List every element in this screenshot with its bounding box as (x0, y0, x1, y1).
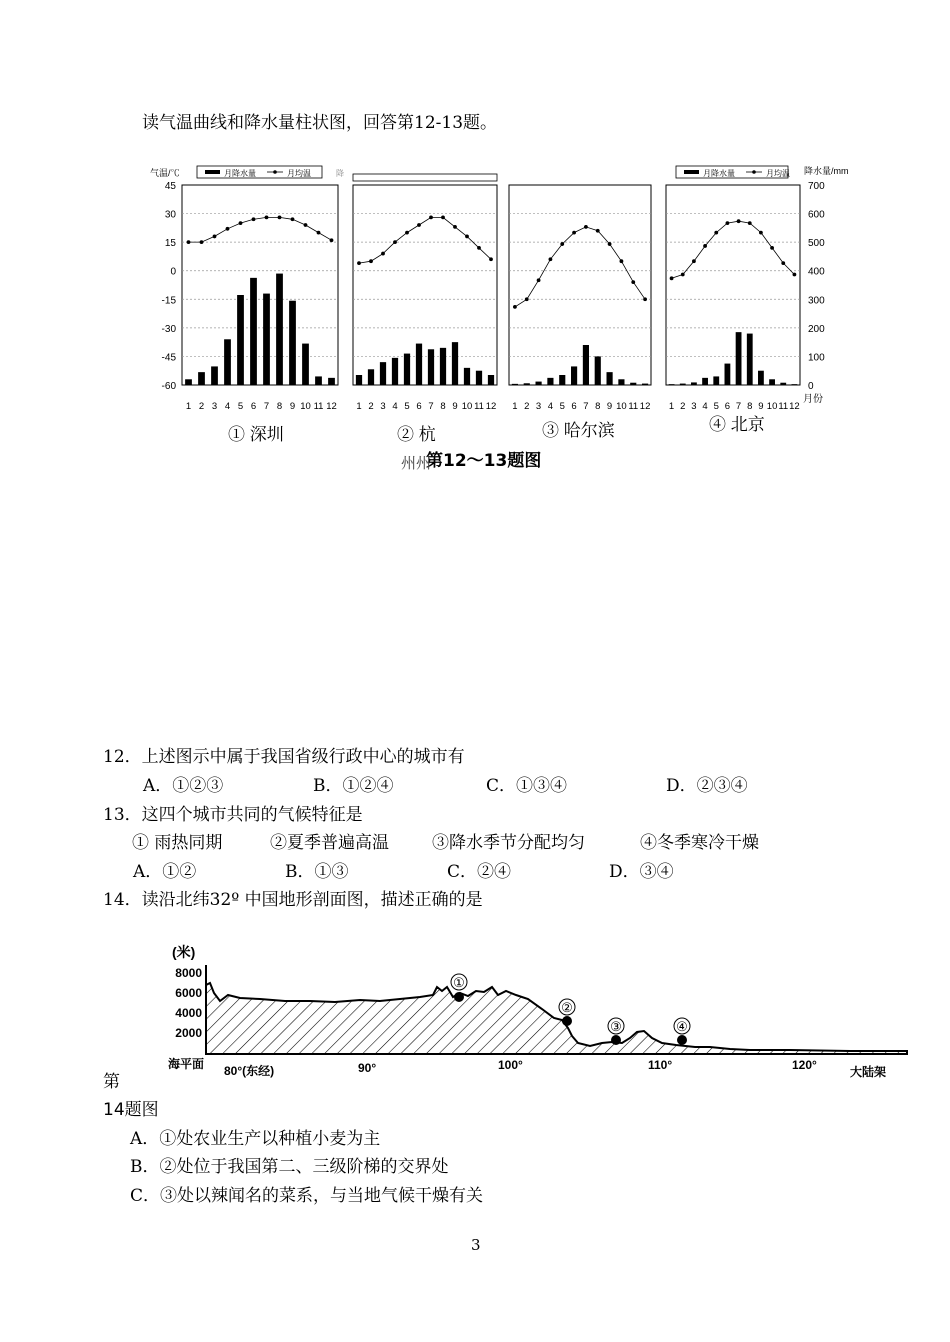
precip-bar (583, 345, 589, 385)
temperature-point (369, 259, 373, 263)
legend-precip-label: 月降水量 (703, 169, 735, 178)
temperature-point (737, 219, 741, 223)
precip-bar (547, 378, 553, 385)
profile-y-tick: 4000 (175, 1006, 202, 1020)
climate-charts-figure (0, 0, 950, 480)
chart-frame (666, 185, 800, 385)
temperature-point (631, 280, 635, 284)
legend-precip-swatch (205, 170, 220, 174)
legend-precip-swatch (684, 170, 699, 174)
precip-bar (250, 278, 257, 385)
marker-4-label: ④ (676, 1019, 688, 1034)
temp-axis-tick: 30 (164, 209, 176, 221)
city-label: ① 深圳 (228, 425, 284, 444)
precip-bar (691, 382, 697, 385)
temperature-point (681, 273, 685, 277)
month-tick-label: 6 (416, 401, 422, 412)
figure1-stray-text: 州州 (401, 454, 432, 472)
month-tick-label: 8 (440, 401, 446, 412)
chart-frame (353, 185, 497, 385)
month-tick-label: 11 (474, 401, 484, 412)
temperature-point (429, 215, 433, 219)
q12-option-b: B．①②④ (313, 776, 394, 796)
legend-temp-label: 月均温 (766, 169, 790, 178)
precip-axis-tick: 700 (808, 181, 825, 192)
precip-bar (464, 368, 470, 385)
legend-stray-mark: 降 (336, 169, 344, 178)
q13-feature-1: ① 雨热同期 (132, 833, 223, 853)
month-tick-label: 4 (702, 401, 708, 412)
precip-bar (476, 371, 482, 385)
temperature-point (381, 252, 385, 256)
temperature-point (291, 217, 295, 221)
month-axis-label: 月份 (803, 394, 823, 405)
q12-option-d: D．②③④ (666, 776, 748, 796)
q13-option-d: D．③④ (609, 862, 674, 882)
month-tick-label: 6 (250, 401, 257, 412)
precip-bar (680, 384, 686, 385)
month-tick-label: 9 (289, 401, 296, 412)
precip-bar (368, 369, 374, 385)
precip-bar (725, 364, 731, 385)
temp-axis-tick: -15 (161, 295, 176, 307)
temperature-point (213, 235, 217, 239)
temperature-point (572, 231, 576, 235)
precip-axis-tick: 300 (808, 295, 825, 307)
profile-x-label-110: 110° (648, 1058, 673, 1072)
month-tick-label: 5 (404, 401, 410, 412)
precip-axis-tick: 100 (808, 352, 825, 364)
temp-axis-label: 气温/℃ (150, 168, 180, 178)
precip-bar (452, 342, 458, 385)
q14-option-b: B．②处位于我国第二、三级阶梯的交界处 (130, 1157, 449, 1177)
precip-bar (792, 384, 798, 385)
month-tick-label: 9 (452, 401, 458, 412)
precip-axis-tick: 600 (808, 209, 825, 221)
month-tick-label: 2 (680, 401, 686, 412)
terrain-profile-area (206, 983, 907, 1054)
temperature-point (226, 227, 230, 231)
precip-axis-tick: 500 (808, 238, 825, 250)
q12-option-a: A．①②③ (143, 776, 224, 796)
precip-bar (356, 375, 362, 385)
temperature-point (304, 223, 308, 227)
temperature-point (537, 278, 541, 282)
precip-bar (769, 379, 775, 385)
month-tick-label: 11 (628, 401, 639, 412)
temperature-point (477, 246, 481, 250)
precip-bar (736, 332, 742, 385)
precip-bar (263, 294, 270, 385)
temperature-point (670, 276, 674, 280)
figure1-caption: 第12～13题图 (426, 451, 542, 471)
precip-bar (642, 384, 648, 385)
month-tick-label: 2 (368, 401, 374, 412)
temp-axis-tick: 45 (164, 181, 176, 192)
temperature-point (770, 246, 774, 250)
q13-stem: 13．这四个城市共同的气候特征是 (103, 805, 363, 825)
q14-stem: 14．读沿北纬32º 中国地形剖面图，描述正确的是 (103, 890, 483, 910)
q13-option-b: B．①③ (285, 862, 349, 882)
legend-temp-dot (752, 170, 756, 174)
month-tick-label: 3 (535, 401, 542, 412)
month-tick-label: 8 (595, 401, 601, 412)
temperature-point (405, 231, 409, 235)
marker-3-dot (611, 1035, 621, 1045)
precip-bar (276, 274, 283, 385)
q14-caption-part1: 第 (103, 1072, 120, 1092)
month-tick-label: 7 (583, 401, 589, 412)
month-tick-label: 4 (224, 401, 231, 412)
month-tick-label: 5 (237, 401, 244, 412)
profile-y-tick: 2000 (175, 1026, 202, 1040)
temperature-point (608, 242, 612, 246)
q14-caption-part2: 14题图 (103, 1100, 159, 1120)
precip-bar (571, 366, 577, 385)
precip-bar (713, 376, 719, 385)
precip-bar (488, 375, 494, 385)
precip-bar (211, 366, 218, 385)
month-tick-label: 10 (766, 401, 778, 412)
climate-charts-group (150, 165, 849, 444)
temperature-point (441, 215, 445, 219)
month-tick-label: 4 (392, 401, 398, 412)
q13-option-a: A．①② (133, 862, 197, 882)
month-tick-label: 10 (300, 401, 311, 412)
marker-2-dot (562, 1016, 572, 1026)
month-tick-label: 3 (380, 401, 386, 412)
month-tick-label: 9 (758, 401, 764, 412)
precip-bar (185, 379, 192, 385)
chart-frame (509, 185, 651, 385)
month-tick-label: 12 (789, 401, 800, 412)
temperature-point (714, 231, 718, 235)
profile-unit-label: (米) (172, 944, 196, 960)
city-label: ② 杭 (397, 425, 436, 444)
temperature-point (726, 221, 730, 225)
temperature-point (793, 273, 797, 277)
precip-bar (758, 371, 764, 385)
month-tick-label: 2 (524, 401, 530, 412)
precip-bar (328, 378, 335, 385)
temperature-point (560, 242, 564, 246)
legend-precip-label: 月降水量 (224, 169, 256, 178)
precip-bar (669, 384, 675, 385)
month-tick-label: 7 (428, 401, 434, 412)
precip-bar (702, 378, 708, 385)
precip-axis-tick: 0 (808, 381, 814, 392)
precip-bar (380, 362, 386, 385)
legend-temp-label: 月均温 (287, 169, 311, 178)
temperature-point (692, 259, 696, 263)
temperature-point (513, 305, 517, 309)
page-number: 3 (471, 1236, 481, 1254)
precip-bar (198, 372, 205, 385)
temp-axis-tick: -45 (161, 352, 176, 364)
temperature-point (489, 257, 493, 261)
precip-bar (315, 376, 322, 385)
month-tick-label: 7 (263, 401, 270, 412)
marker-1-dot (454, 992, 464, 1002)
month-tick-label: 1 (512, 401, 518, 412)
marker-2-label: ② (561, 1000, 573, 1015)
month-tick-label: 7 (735, 401, 742, 412)
temperature-point (187, 240, 191, 244)
month-tick-label: 10 (616, 401, 627, 412)
temperature-point (759, 231, 763, 235)
temperature-point (781, 261, 785, 265)
month-tick-label: 4 (547, 401, 554, 412)
profile-x-label-80: 80°(东经) (224, 1064, 275, 1078)
precip-axis-tick: 200 (808, 323, 825, 335)
precip-bar (289, 301, 296, 385)
month-tick-label: 11 (313, 401, 324, 412)
precip-bar (595, 356, 601, 385)
month-tick-label: 6 (571, 401, 577, 412)
month-tick-label: 1 (185, 401, 192, 412)
temperature-point (525, 297, 529, 301)
month-tick-label: 5 (713, 401, 719, 412)
temperature-point (357, 261, 361, 265)
month-tick-label: 12 (326, 401, 337, 412)
month-tick-label: 3 (211, 401, 218, 412)
month-tick-label: 10 (461, 401, 473, 412)
precip-bar (392, 358, 398, 385)
temperature-point (620, 259, 624, 263)
q12-stem: 12．上述图示中属于我国省级行政中心的城市有 (103, 747, 465, 767)
intro-text: 读气温曲线和降水量柱状图，回答第12-13题。 (142, 113, 498, 133)
profile-x-label-90: 90° (358, 1061, 377, 1075)
precip-bar (559, 375, 565, 385)
shelf-label: 大陆架 (850, 1065, 887, 1079)
temperature-point (265, 215, 269, 219)
city-label: ③ 哈尔滨 (542, 421, 615, 440)
precip-bar (440, 348, 446, 385)
chart-frame (182, 185, 338, 385)
precip-bar (524, 383, 530, 385)
precip-bar (512, 384, 518, 385)
temperature-point (393, 240, 397, 244)
marker-3-label: ③ (610, 1019, 622, 1034)
month-tick-label: 3 (691, 401, 697, 412)
temperature-point (330, 238, 334, 242)
temperature-point (703, 244, 707, 248)
temperature-point (453, 225, 457, 229)
month-tick-label: 11 (778, 401, 789, 412)
q13-feature-2: ②夏季普遍高温 (270, 833, 389, 853)
precip-bar (618, 379, 624, 385)
q12-option-c: C．①③④ (486, 776, 568, 796)
temperature-point (584, 225, 588, 229)
temperature-point (278, 215, 282, 219)
precip-bar (224, 339, 231, 385)
precip-bar (630, 383, 636, 385)
precip-bar (780, 383, 786, 385)
profile-y-tick: 8000 (175, 966, 202, 980)
temperature-point (200, 240, 204, 244)
temp-axis-tick: 0 (170, 266, 176, 278)
q13-feature-3: ③降水季节分配均匀 (432, 833, 585, 853)
month-tick-label: 8 (747, 401, 753, 412)
legend-box-partial (353, 174, 497, 181)
temperature-point (748, 221, 752, 225)
month-tick-label: 1 (668, 401, 675, 412)
temperature-point (239, 221, 243, 225)
precip-axis-tick: 400 (808, 266, 825, 278)
month-tick-label: 5 (559, 401, 565, 412)
marker-1-label: ① (453, 975, 465, 990)
q13-option-c: C．②④ (447, 862, 512, 882)
precip-bar (428, 349, 434, 385)
month-tick-label: 6 (724, 401, 731, 412)
precip-bar (747, 334, 753, 385)
q14-option-a: A．①处农业生产以种植小麦为主 (130, 1129, 381, 1149)
profile-x-label-100: 100° (498, 1058, 523, 1072)
city-label: ④ 北京 (709, 415, 765, 434)
month-tick-label: 2 (198, 401, 205, 412)
precip-bar (536, 382, 542, 385)
temperature-point (465, 235, 469, 239)
temp-axis-tick: 15 (164, 238, 176, 250)
temperature-point (252, 217, 256, 221)
month-tick-label: 12 (485, 401, 497, 412)
sea-level-label: 海平面 (168, 1057, 205, 1071)
temperature-point (417, 223, 421, 227)
profile-y-tick: 6000 (175, 986, 202, 1000)
profile-x-label-120: 120° (792, 1058, 817, 1072)
precip-bar (404, 354, 410, 385)
temp-axis-tick: -30 (161, 323, 176, 335)
month-tick-label: 1 (356, 401, 362, 412)
precip-axis-label: 降水量/mm (804, 166, 849, 176)
month-tick-label: 12 (639, 401, 651, 412)
terrain-profile-figure (150, 935, 920, 1085)
precip-bar (302, 344, 309, 385)
legend-temp-dot (273, 170, 277, 174)
precip-bar (237, 295, 244, 385)
month-tick-label: 8 (276, 401, 283, 412)
month-tick-label: 9 (606, 401, 613, 412)
marker-4-dot (677, 1035, 687, 1045)
precip-bar (416, 344, 422, 385)
precip-bar (607, 372, 613, 385)
temperature-point (643, 297, 647, 301)
q14-option-c: C．③处以辣闻名的菜系，与当地气候干燥有关 (130, 1186, 484, 1206)
temperature-point (317, 231, 321, 235)
q13-feature-4: ④冬季寒冷干燥 (640, 833, 759, 853)
temperature-point (549, 257, 553, 261)
temp-axis-tick: -60 (161, 381, 176, 392)
temperature-point (596, 229, 600, 233)
